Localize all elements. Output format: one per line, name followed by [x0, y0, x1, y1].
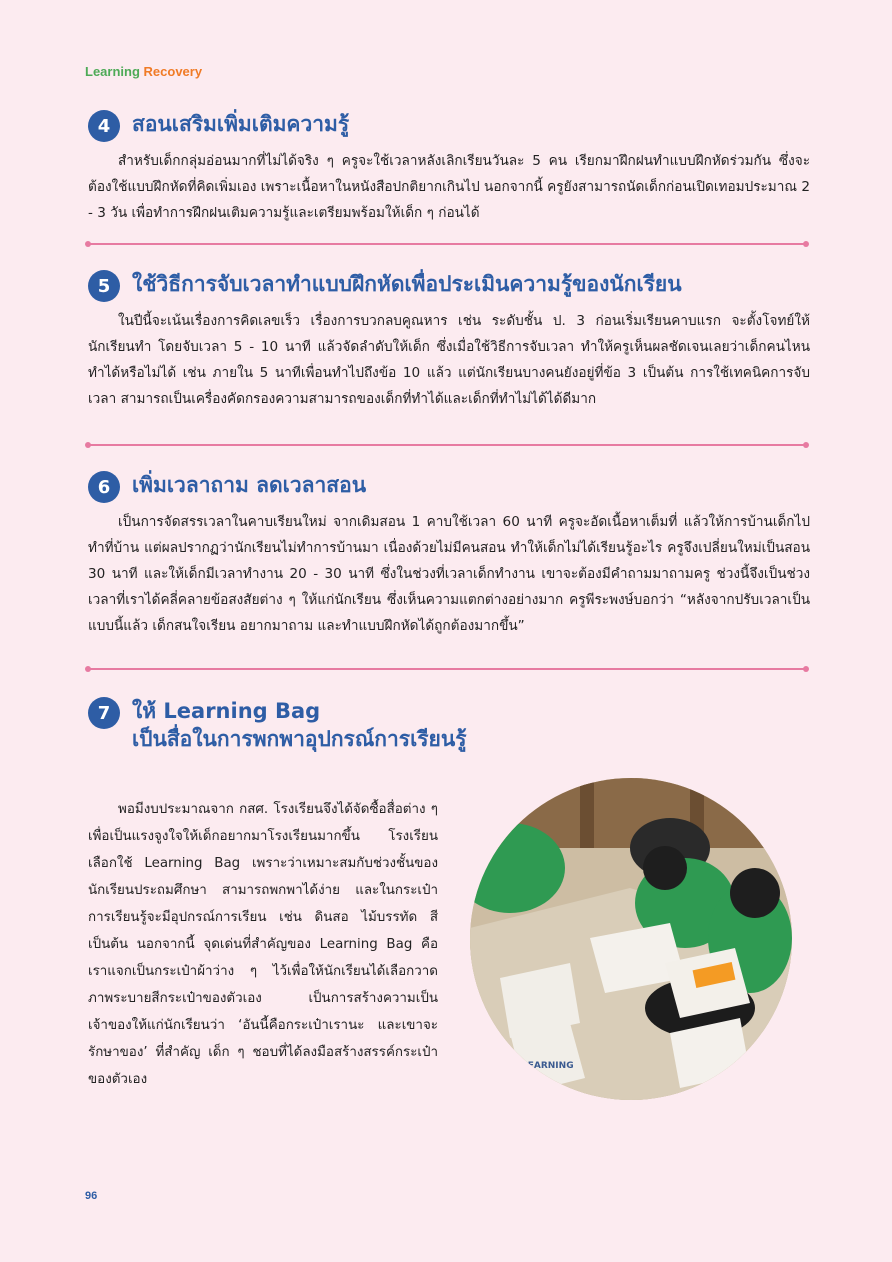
children-drawing-photo [470, 778, 792, 1100]
section-7-title [120, 697, 466, 753]
section-4-heading [88, 110, 810, 142]
section-7-body: พอมีงบประมาณจาก กสศ. โรงเรียนจึงได้จัดซื้อสื่อต่าง ๆ เพื่อเป็นแรงจูงใจให้เด็กอยากมาโรงเรียนมากขึ้น โรงเรียนเลือกใช้ Learning Bag เพราะว่าเหมาะสมกับช่วงชั้นของนักเรียนประถมศึกษา สามารถพกพาได้ง่าย และในกระเป๋าการเรียนรู้จะมีอุปกรณ์การเรียน เช่น ดินสอ ไม้บรรทัด สี เป็นต้น นอกจากนี้ จุดเด่นที่สำคัญของ Learning Bag คือ เราแจกเป็นกระเป๋าผ้าว่าง ๆ ไว้เพื่อให้นักเรียนได้เลือกวาดภาพระบายสีกระเป๋าของตัวเอง เป็นการสร้างความเป็นเจ้าของให้แก่นักเรียนว่า ‘อันนี้คือกระเป๋าเรานะ และเขาจะรักษาของ’ ที่สำคัญ เด็ก ๆ ชอบที่ได้ลงมือสร้างสรรค์กระเป๋าของตัวเอง [88, 802, 438, 1087]
page-number: 96 [85, 1190, 98, 1202]
section-5-body: ในปีนี้จะเน้นเรื่องการคิดเลขเร็ว เรื่องการบวกลบคูณหาร เช่น ระดับชั้น ป. 3 ก่อนเริ่มเรียนคาบแรก จะตั้งโจทย์ให้นักเรียนทำ โดยจับเวลา 5 - 10 นาที แล้วจัดลำดับให้เด็ก ซึ่งเมื่อใช้วิธีการจับเวลา ทำให้ครูเห็นผลชัดเจนเลยว่าเด็กคนไหนทำได้หรือไม่ได้ เช่น ภายใน 5 นาทีเพื่อนทำไปถึงข้อ 10 แล้ว แต่นักเรียนบางคนยังอยู่ที่ข้อ 3 เป็นต้น การใช้เทคนิคการจับเวลา สามารถเป็นเครื่องคัดกรองความสามารถของเด็กที่ทำได้และเด็กที่ทำไม่ได้ได้ดีมาก [88, 313, 810, 407]
section-5-number: 5 [88, 270, 120, 302]
section-5-heading [88, 270, 810, 302]
section-6-heading [88, 471, 810, 503]
section-5-title: ใช้วิธีการจับเวลาทำแบบฝึกหัดเพื่อประเมินความรู้ของนักเรียน [132, 272, 682, 296]
running-header [85, 64, 202, 79]
section-5 [88, 270, 810, 412]
section-7-title-line2: เป็นสื่อในการพกพาอุปกรณ์การเรียนรู้ [132, 727, 467, 751]
learning-bag-photo [470, 778, 792, 1100]
section-6-body: เป็นการจัดสรรเวลาในคาบเรียนใหม่ จากเดิมสอน 1 คาบใช้เวลา 60 นาที ครูจะอัดเนื้อหาเต็มที่ แล้วให้การบ้านเด็กไปทำที่บ้าน แต่ผลปรากฏว่านักเรียนไม่ทำการบ้านมา เนื่องด้วยไม่มีคนสอน ทำให้เด็กไม่ได้เรียนรู้อะไร ครูจึงเปลี่ยนใหม่เป็นสอน 30 นาที และให้เด็กมีเวลาทำงาน 20 - 30 นาที ซึ่งในช่วงที่เวลาเด็กทำงาน เขาจะต้องมีคำถามมาถามครู ช่วงนี้จึงเป็นช่วงเวลาที่เราได้คลี่คลายข้อสงสัยต่าง ๆ ให้แก่นักเรียน ซึ่งเห็นความแตกต่างอย่างมาก ครูพีระพงษ์บอกว่า “หลังจากปรับเวลาเป็นแบบนี้แล้ว เด็กสนใจเรียน อยากมาถาม และทำแบบฝึกหัดได้ถูกต้องมากขึ้น” [88, 514, 810, 634]
section-6-number: 6 [88, 471, 120, 503]
section-4-title: สอนเสริมเพิ่มเติมความรู้ [132, 112, 350, 136]
section-divider [88, 668, 806, 670]
section-4-number: 4 [88, 110, 120, 142]
section-6 [88, 471, 810, 639]
section-4 [88, 110, 810, 226]
section-divider [88, 243, 806, 245]
section-7-heading [88, 697, 810, 753]
section-6-title: เพิ่มเวลาถาม ลดเวลาสอน [132, 473, 367, 497]
section-divider [88, 444, 806, 446]
header-learning: Learning [85, 64, 140, 79]
section-4-body: สำหรับเด็กกลุ่มอ่อนมากที่ไม่ได้จริง ๆ ครูจะใช้เวลาหลังเลิกเรียนวันละ 5 คน เรียกมาฝึกฝนทำแบบฝึกหัดร่วมกัน ซึ่งจะต้องใช้แบบฝึกหัดที่คิดเพิ่มเอง เพราะเนื้อหาในหนังสือปกติยากเกินไป นอกจากนี้ ครูยังสามารถนัดเด็กก่อนเปิดเทอมประมาณ 2 - 3 วัน เพื่อทำการฝึกฝนเติมความรู้และเตรียมพร้อมให้เด็ก ๆ ก่อนได้ [88, 153, 810, 221]
section-7-title-line1: ให้ Learning Bag [132, 699, 321, 723]
section-7-number: 7 [88, 697, 120, 729]
section-7-heading-block [88, 697, 810, 753]
bag-label: LEARNING [522, 1061, 574, 1071]
header-recovery: Recovery [143, 64, 203, 79]
